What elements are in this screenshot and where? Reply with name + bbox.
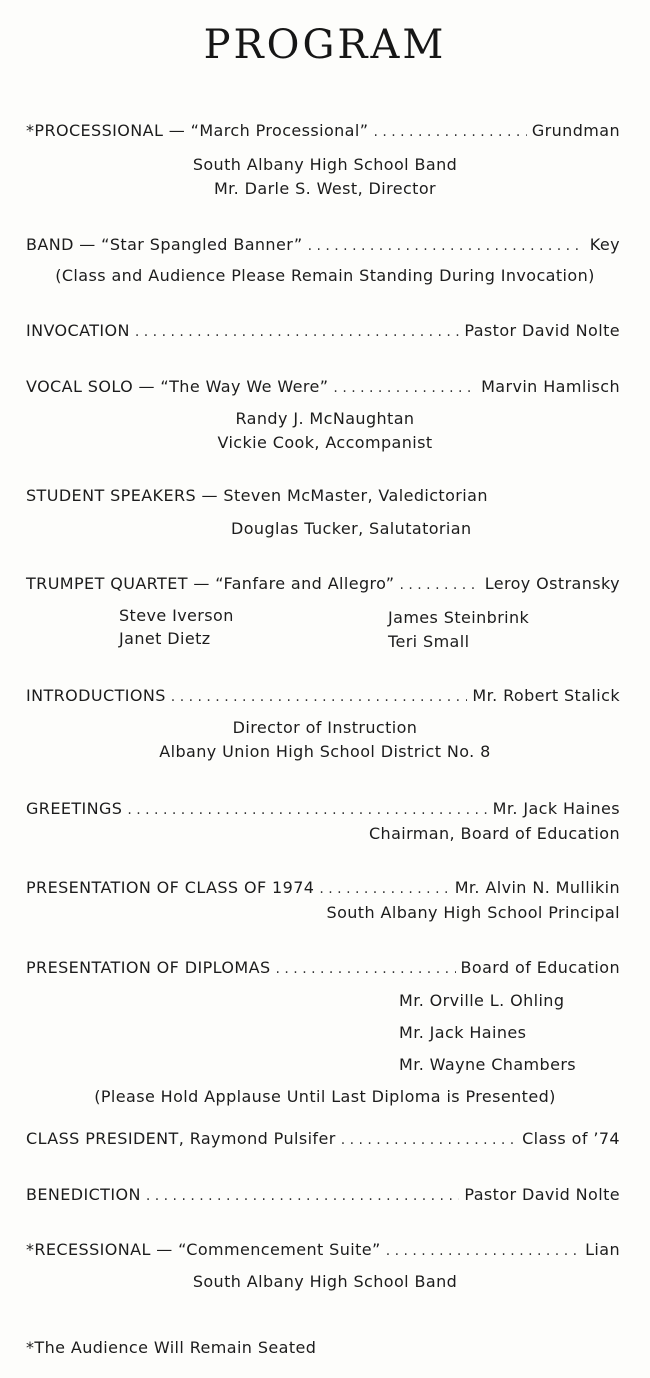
processional-line [26, 121, 620, 145]
benediction-person: Pastor David Nolte [464, 1185, 620, 1204]
presentation-class-role: South Albany High School Principal [326, 903, 620, 922]
board-member: Mr. Jack Haines [399, 1023, 527, 1042]
benediction-line [26, 1185, 620, 1209]
leader-dots [135, 321, 460, 340]
leader-dots [399, 574, 479, 593]
quartet-member: James Steinbrink [388, 608, 530, 627]
benediction-title: BENEDICTION [26, 1185, 141, 1204]
greetings-line [26, 799, 620, 823]
introductions-person: Mr. Robert Stalick [472, 686, 620, 705]
presentation-diplomas-presenter: Board of Education [460, 958, 620, 977]
class-president-line [26, 1129, 620, 1153]
quartet-member: Steve Iverson [119, 606, 234, 625]
presentation-class-person: Mr. Alvin N. Mullikin [454, 878, 620, 897]
class-president-class: Class of ’74 [522, 1129, 620, 1148]
quartet-member: Janet Dietz [119, 629, 211, 648]
recessional-composer: Lian [585, 1240, 620, 1259]
introductions-line [26, 686, 620, 710]
leader-dots [386, 1240, 580, 1259]
introductions-title: INTRODUCTIONS [26, 686, 166, 705]
invocation-title: INVOCATION [26, 321, 130, 340]
leader-dots [333, 377, 476, 396]
vocal-solo-accompanist: Vickie Cook, Accompanist [217, 433, 433, 452]
recessional-performer: South Albany High School Band [192, 1272, 458, 1291]
program-title: PROGRAM [203, 22, 447, 68]
quartet-member: Teri Small [388, 632, 470, 651]
board-member: Mr. Wayne Chambers [399, 1055, 577, 1074]
band-title: BAND — “Star Spangled Banner” [26, 235, 303, 254]
presentation-diplomas-line [26, 958, 620, 982]
vocal-solo-line [26, 377, 620, 401]
class-president-title: CLASS PRESIDENT, Raymond Pulsifer [26, 1129, 336, 1148]
student-speakers-salutatorian: Douglas Tucker, Salutatorian [231, 519, 472, 538]
trumpet-quartet-title: TRUMPET QUARTET — “Fanfare and Allegro” [26, 574, 395, 593]
processional-director: Mr. Darle S. West, Director [213, 179, 437, 198]
leader-dots [171, 686, 468, 705]
invocation-line [26, 321, 620, 345]
student-speakers-line: STUDENT SPEAKERS — Steven McMaster, Valedictorian [26, 486, 488, 505]
recessional-line [26, 1240, 620, 1264]
band-note: (Class and Audience Please Remain Standing During Invocation) [55, 266, 595, 285]
introductions-role: Director of Instruction [232, 718, 418, 737]
recessional-title: *RECESSIONAL — “Commencement Suite” [26, 1240, 381, 1259]
leader-dots [308, 235, 585, 254]
band-composer: Key [589, 235, 620, 254]
processional-performer: South Albany High School Band [192, 155, 458, 174]
presentation-class-line [26, 878, 620, 902]
trumpet-quartet-composer: Leroy Ostransky [484, 574, 620, 593]
introductions-district: Albany Union High School District No. 8 [159, 742, 491, 761]
leader-dots [341, 1129, 517, 1148]
greetings-title: GREETINGS [26, 799, 123, 818]
invocation-person: Pastor David Nolte [464, 321, 620, 340]
leader-dots [373, 121, 526, 140]
greetings-role: Chairman, Board of Education [368, 824, 620, 843]
leader-dots [146, 1185, 460, 1204]
vocal-solo-title: VOCAL SOLO — “The Way We Were” [26, 377, 329, 396]
greetings-person: Mr. Jack Haines [492, 799, 620, 818]
vocal-solo-composer: Marvin Hamlisch [481, 377, 620, 396]
footnote: *The Audience Will Remain Seated [26, 1338, 317, 1357]
band-line [26, 235, 620, 259]
vocal-solo-singer: Randy J. McNaughtan [235, 409, 415, 428]
presentation-class-title: PRESENTATION OF CLASS OF 1974 [26, 878, 315, 897]
presentation-diplomas-title: PRESENTATION OF DIPLOMAS [26, 958, 271, 977]
trumpet-quartet-line [26, 574, 620, 598]
processional-composer: Grundman [531, 121, 620, 140]
processional-title: *PROCESSIONAL — “March Processional” [26, 121, 369, 140]
diplomas-note: (Please Hold Applause Until Last Diploma is Presented) [94, 1087, 556, 1106]
leader-dots [276, 958, 456, 977]
leader-dots [319, 878, 449, 897]
leader-dots [127, 799, 487, 818]
board-member: Mr. Orville L. Ohling [399, 991, 565, 1010]
